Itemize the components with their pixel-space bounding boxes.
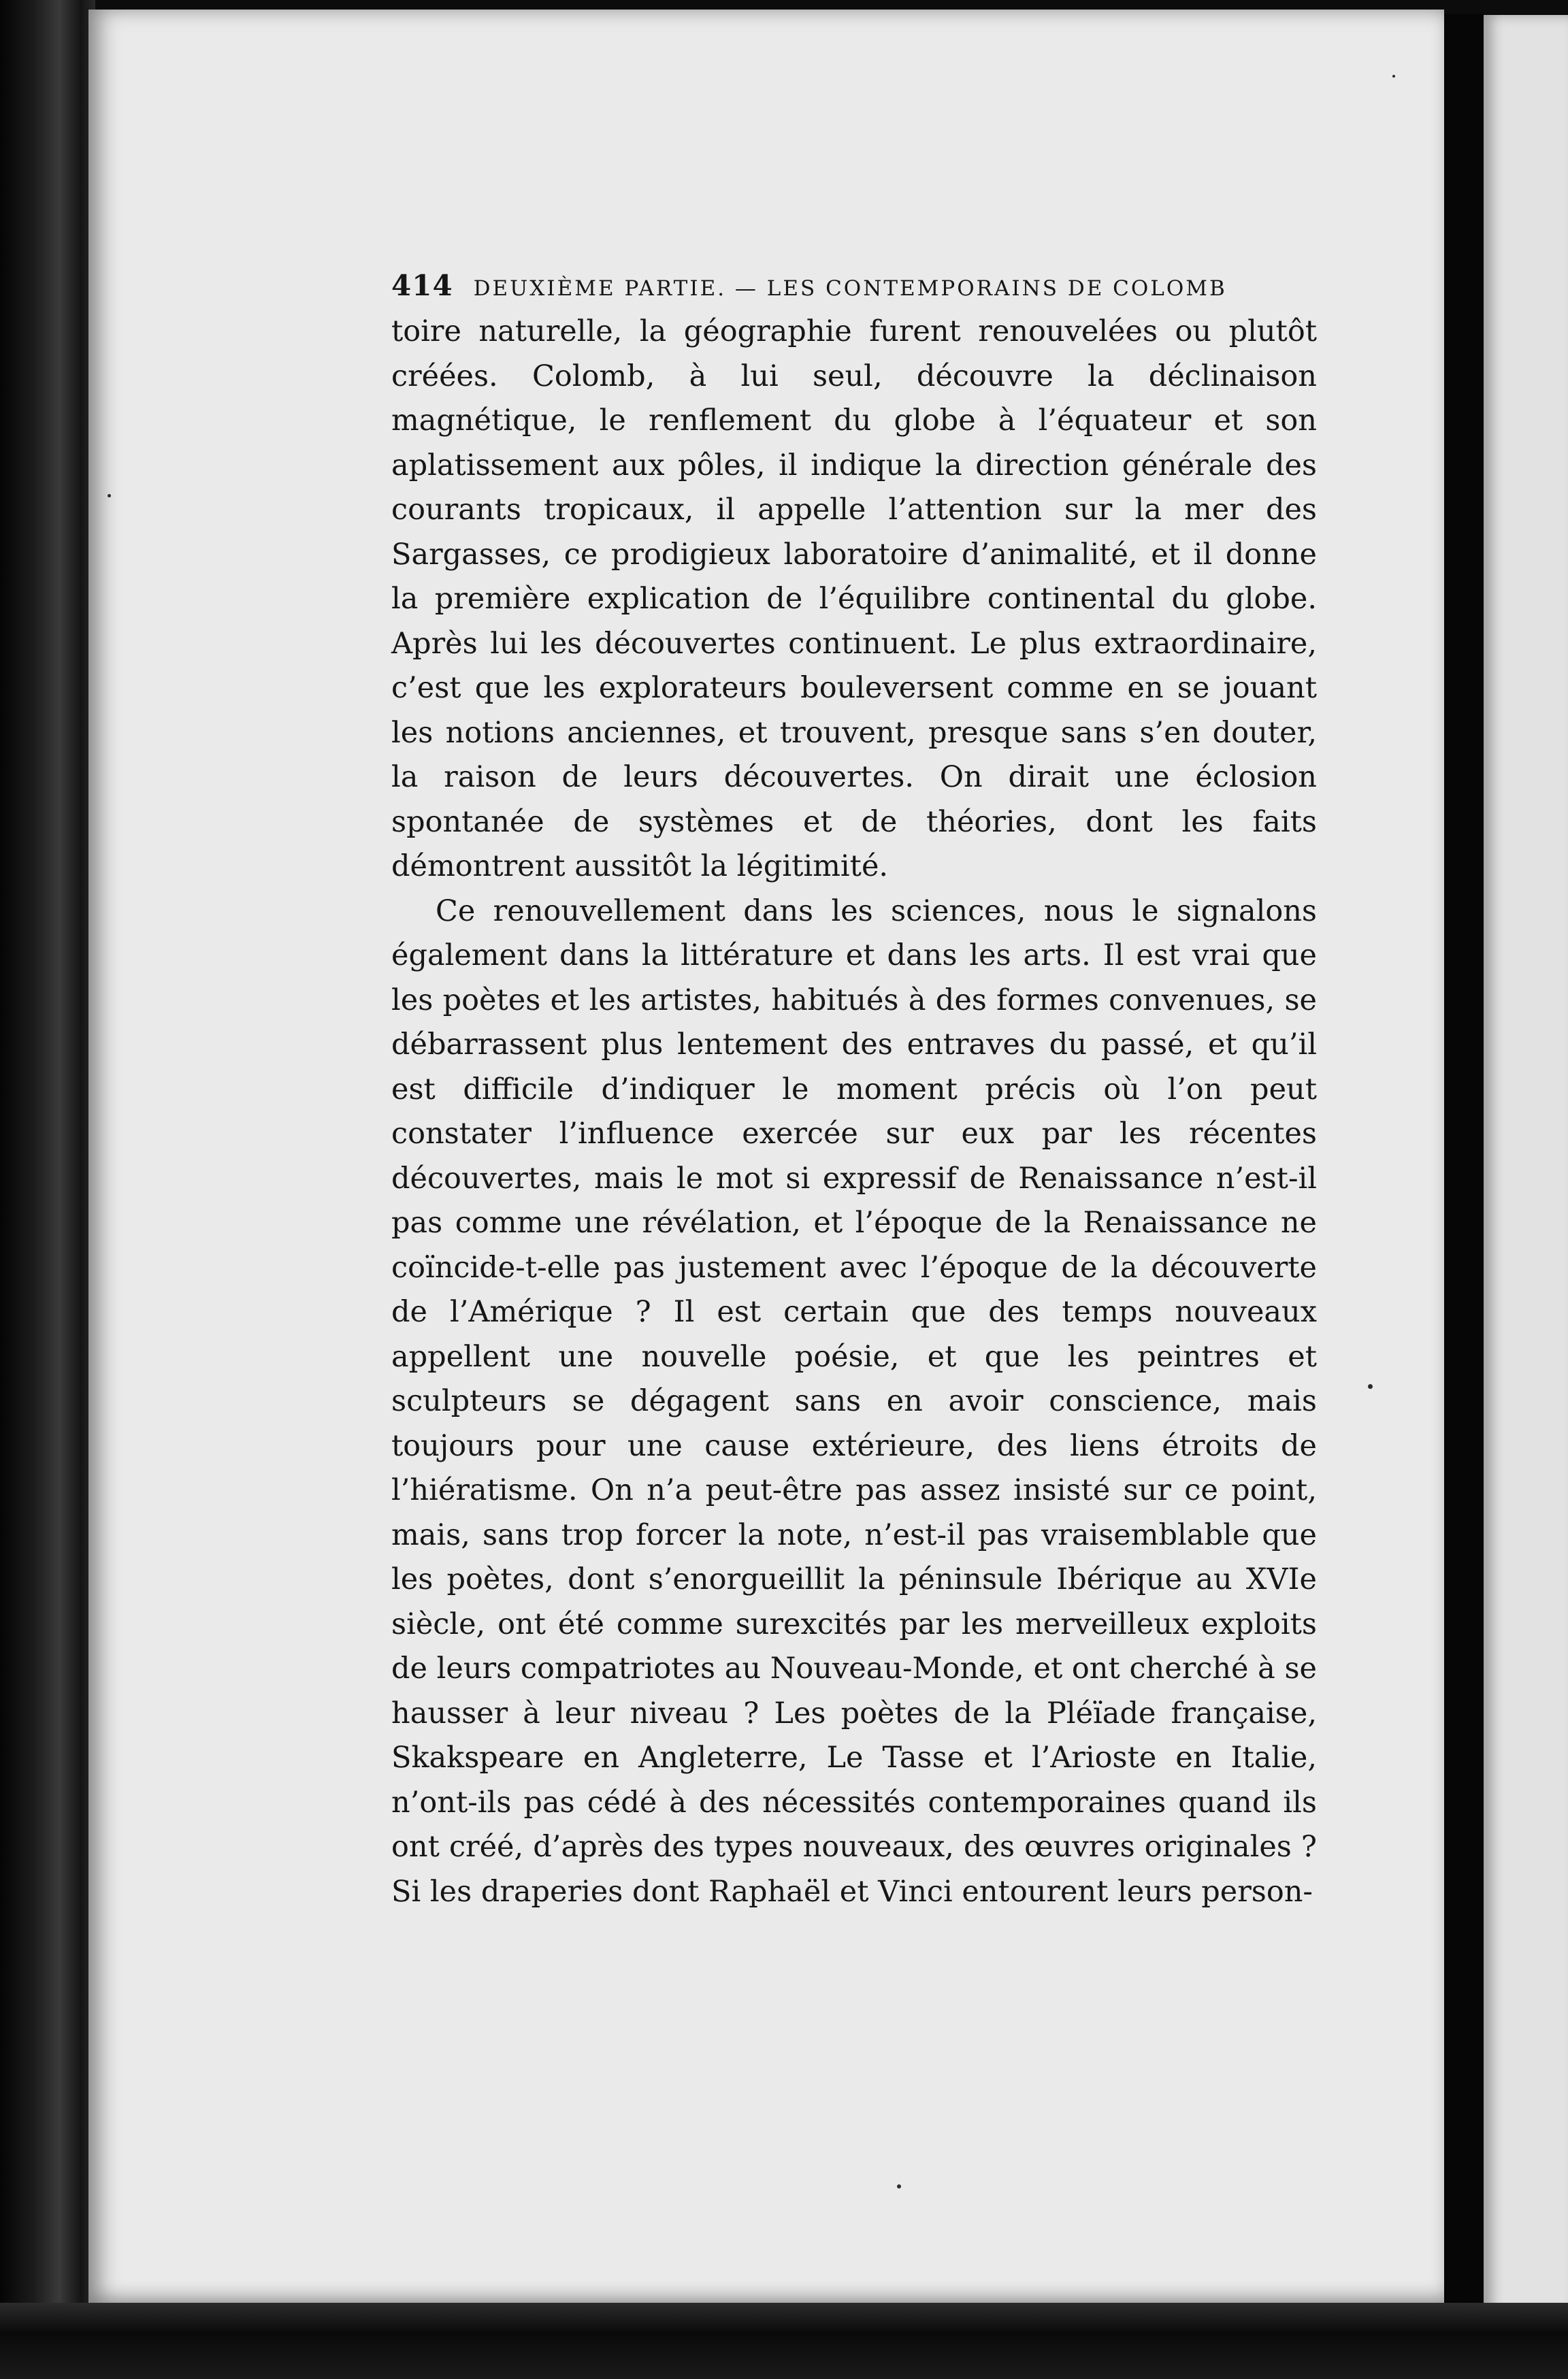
- page-number: 414: [391, 269, 453, 302]
- book-spine-edge: [0, 0, 95, 2379]
- paragraph: Ce renouvellement dans les sciences, nous le signalons également dans la littérature et dans les arts. Il est vrai que les poètes et les artistes, habitués à des formes convenues, se débarrassent plus lentement des entraves du passé, et qu’il est difficile d’indiquer le moment précis où l’on peut constater l’influence exercée sur eux par les récentes découvertes, mais le mot si expressif de Renaissance n’est-il pas comme une révélation, et l’époque de la Renaissance ne coïncide-t-elle pas justement avec l’époque de la découverte de l’Amérique ? Il est certain que des temps nouveaux appellent une nouvelle poésie, et que les peintres et sculpteurs se dégagent sans en avoir conscience, mais toujours pour une cause extérieure, des liens étroits de l’hiératisme. On n’a peut-être pas assez insisté sur ce point, mais, sans trop forcer la note, n’est-il pas vraisemblable que les poètes, dont s’enorgueillit la péninsule Ibérique au XVIe siècle, ont été comme surexcités par les merveilleux exploits de leurs compatriotes au Nouveau-Monde, et ont cherché à se hausser à leur niveau ? Les poètes de la Pléïade française, Skakspeare en Angleterre, Le Tasse et l’Arioste en Italie, n’ont-ils pas cédé à des nécessités contemporaines quand ils ont créé, d’après des types nouveaux, des œuvres originales ? Si les draperies dont Raphaël et Vinci entourent leurs person-: [391, 893, 1317, 1909]
- scan-speck: [1392, 75, 1395, 78]
- scan-speck: [108, 494, 111, 497]
- page-content: [391, 269, 1317, 1914]
- page-gutter: [1444, 14, 1484, 2320]
- body-text: [391, 310, 1317, 1914]
- running-head-title: DEUXIÈME PARTIE. — LES CONTEMPORAINS DE COLOMB: [473, 276, 1227, 301]
- scan-speck: [897, 2184, 901, 2188]
- running-head: [391, 269, 1317, 310]
- scan-speck: [1368, 1384, 1373, 1389]
- book-bottom-edge: [0, 2303, 1568, 2379]
- paragraph: toire naturelle, la géographie furent renouvelées ou plutôt créées. Colomb, à lui seul, découvre la déclinaison magnétique, le renflement du globe à l’équateur et son aplatissement aux pôles, il indique la direction générale des courants tropicaux, il appelle l’attention sur la mer des Sargasses, ce prodigieux laboratoire d’animalité, et il donne la première explication de l’équilibre continental du globe. Après lui les découvertes continuent. Le plus extraordinaire, c’est que les explorateurs bouleversent comme en se jouant les notions anciennes, et trouvent, presque sans s’en douter, la raison de leurs découvertes. On dirait une éclosion spontanée de systèmes et de théories, dont les faits démontrent aussitôt la légitimité.: [391, 314, 1317, 883]
- facing-page-edge: [1484, 15, 1568, 2315]
